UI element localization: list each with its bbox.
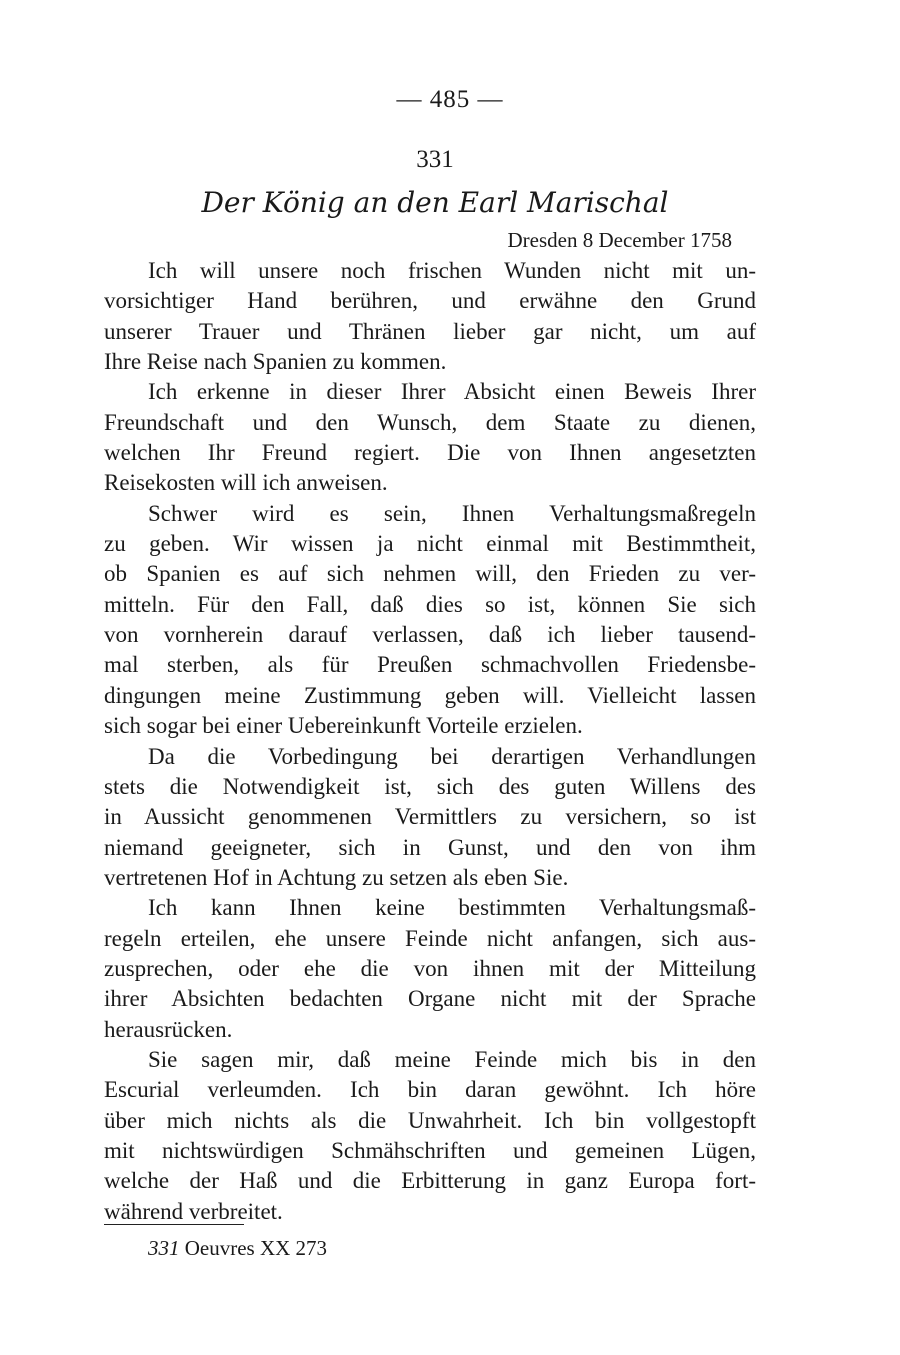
paragraph: [104, 499, 756, 742]
text-line: vorsichtiger Hand berühren, und erwähne den Grund: [104, 288, 756, 314]
text-line: regeln erteilen, ehe unsere Feinde nicht anfangen, sich aus-: [104, 925, 756, 951]
text-line: zusprechen, oder ehe die von ihnen mit der Mitteilung: [104, 955, 756, 981]
text-line: Freundschaft und den Wunsch, dem Staate zu dienen,: [104, 409, 756, 435]
text-line: in Aussicht genommenen Vermittlers zu versichern, so ist: [104, 804, 756, 830]
text-line: mitteln. Für den Fall, daß dies so ist, können Sie sich: [104, 591, 756, 617]
text-line: Ich will unsere noch frischen Wunden nicht mit un-: [148, 258, 756, 283]
text-line: während verbreitet.: [104, 1198, 283, 1224]
letter-body: [104, 256, 756, 1227]
text-line: welche der Haß und die Erbitterung in ganz Europa fort-: [104, 1168, 756, 1194]
paragraph: [104, 742, 756, 894]
dateline: Dresden 8 December 1758: [507, 228, 732, 252]
text-line: Ihre Reise nach Spanien zu kommen.: [104, 349, 447, 375]
text-line: zu geben. Wir wissen ja nicht einmal mit Bestimmtheit,: [104, 531, 756, 557]
text-line: Da die Vorbedingung bei derartigen Verhandlungen: [148, 743, 756, 769]
text-line: vertretenen Hof in Achtung zu setzen als eben Sie.: [104, 864, 569, 890]
letter-number: 331: [416, 146, 454, 173]
text-line: mit nichtswürdigen Schmähschriften und gemeinen Lügen,: [104, 1137, 756, 1163]
text-line: Ich kann Ihnen keine bestimmten Verhaltungsmaß-: [148, 895, 756, 921]
text-line: mal sterben, als für Preußen schmachvollen Friedensbe-: [104, 652, 756, 678]
text-line: sich sogar bei einer Uebereinkunft Vorteile erzielen.: [104, 713, 583, 739]
text-line: dingungen meine Zustimmung geben will. Vielleicht lassen: [104, 682, 756, 708]
running-head-page-number: — 485 —: [396, 86, 504, 113]
paragraph: [104, 1045, 756, 1227]
text-line: unserer Trauer und Thränen lieber gar nicht, um auf: [104, 318, 756, 344]
text-line: über mich nichts als die Unwahrheit. Ich bin vollgestopft: [104, 1107, 756, 1133]
text-line: Reisekosten will ich anweisen.: [104, 470, 388, 496]
text-line: Schwer wird es sein, Ihnen Verhaltungsmaßregeln: [148, 500, 756, 526]
letter-title: Der König an den Earl Marischal: [201, 186, 669, 219]
text-line: stets die Notwendigkeit ist, sich des guten Willens des: [104, 773, 756, 799]
text-line: von vornherein darauf verlassen, daß ich lieber tausend-: [104, 622, 756, 648]
paragraph: [104, 256, 756, 377]
footnote-source: Oeuvres XX 273: [184, 1236, 328, 1260]
text-line: Sie sagen mir, daß meine Feinde mich bis in den: [148, 1046, 756, 1072]
footnote: [148, 1236, 327, 1261]
paragraph: [104, 893, 756, 1045]
text-line: Escurial verleumden. Ich bin daran gewöhnt. Ich höre: [104, 1077, 756, 1103]
text-line: herausrücken.: [104, 1016, 233, 1042]
footnote-reference-number: 331: [148, 1236, 180, 1260]
text-line: ob Spanien es auf sich nehmen will, den Frieden zu ver-: [104, 561, 756, 587]
text-line: welchen Ihr Freund regiert. Die von Ihnen angesetzten: [104, 440, 756, 466]
text-line: ihrer Absichten bedachten Organe nicht mit der Sprache: [104, 986, 756, 1012]
text-line: Ich erkenne in dieser Ihrer Absicht einen Beweis Ihrer: [148, 379, 756, 405]
text-line: niemand geeigneter, sich in Gunst, und den von ihm: [104, 834, 756, 860]
footnote-divider: [104, 1224, 244, 1225]
paragraph: [104, 377, 756, 498]
